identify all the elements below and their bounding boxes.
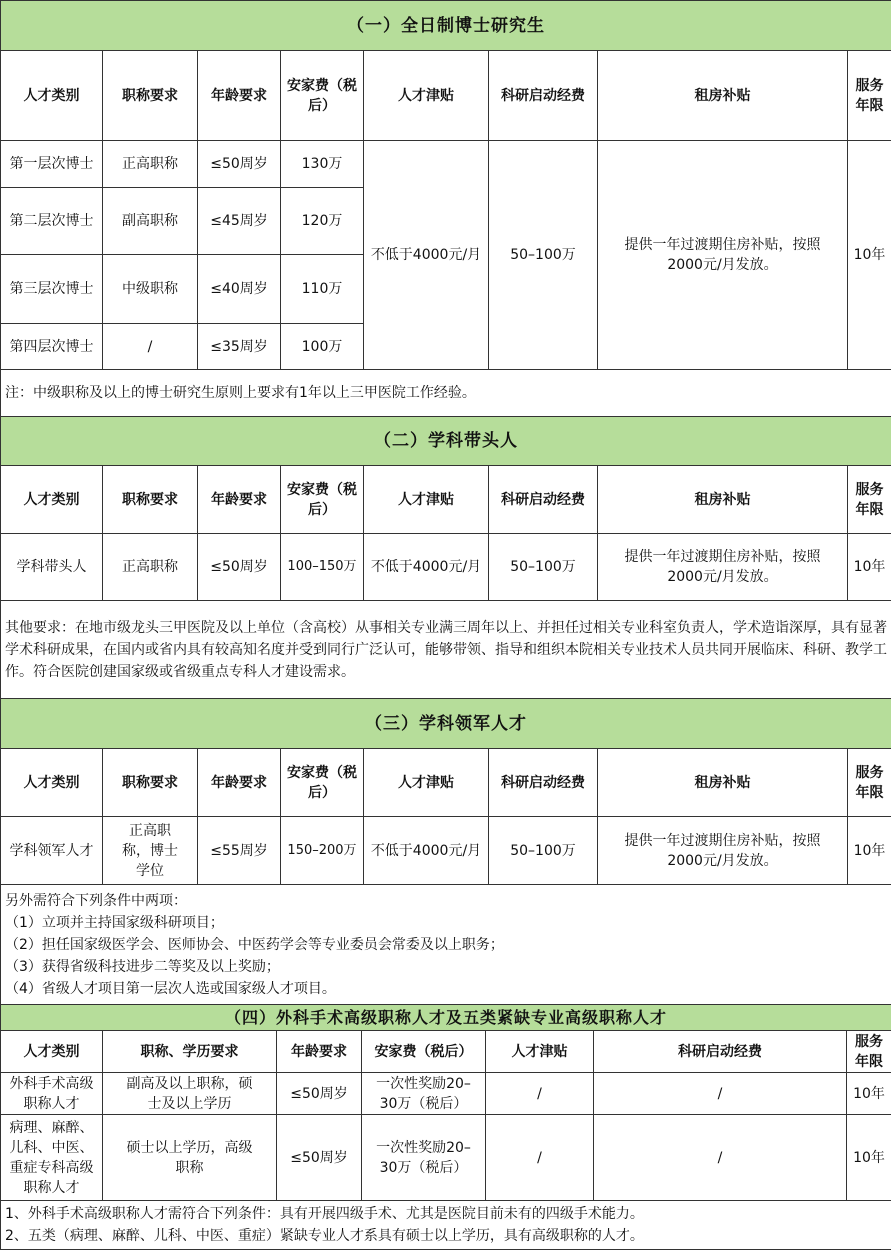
row-fee: 110万 [281, 255, 364, 324]
row-age: ≤45周岁 [198, 188, 281, 255]
header-category: 人才类别 [1, 466, 103, 534]
table-row [1, 141, 891, 188]
row-category: 第一层次博士 [1, 141, 103, 188]
row-age: ≤50周岁 [277, 1073, 362, 1115]
header-fee: 安家费（税后） [281, 51, 364, 141]
row-fee: 120万 [281, 188, 364, 255]
header-years: 服务年限 [847, 1031, 891, 1073]
section3-table [0, 698, 891, 1005]
note-line: （1）立项并主持国家级科研项目； [5, 914, 224, 931]
header-age: 年龄要求 [277, 1031, 362, 1073]
table-row [1, 534, 891, 601]
note-line: 1、外科手术高级职称人才需符合下列条件：具有开展四级手术、尤其是医院目前未有的四级手术能力。 [5, 1206, 644, 1222]
header-fee: 安家费（税后） [281, 749, 364, 817]
note-line: 2、五类（病理、麻醉、儿科、中医、重症）紧缺专业人才系具有硕士以上学历，具有高级职称的人才。 [5, 1228, 644, 1244]
section1-housing: 提供一年过渡期住房补贴，按照2000元/月发放。 [598, 141, 848, 370]
header-allowance: 人才津贴 [364, 749, 489, 817]
row-title-req: 正高职称，博士学位 [103, 817, 198, 885]
row-fee: 100–150万 [281, 534, 364, 601]
header-research: 科研启动经费 [489, 51, 598, 141]
section4-notes [1, 1201, 891, 1250]
note-line: （4）省级人才项目第一层次人选或国家级人才项目。 [5, 980, 336, 997]
header-req: 职称、学历要求 [103, 1031, 277, 1073]
header-category: 人才类别 [1, 1031, 103, 1073]
row-housing: 提供一年过渡期住房补贴，按照2000元/月发放。 [598, 534, 848, 601]
row-research: / [594, 1115, 847, 1201]
header-age: 年龄要求 [198, 51, 281, 141]
header-allowance: 人才津贴 [364, 466, 489, 534]
header-fee: 安家费（税后） [362, 1031, 486, 1073]
header-allowance: 人才津贴 [486, 1031, 594, 1073]
note-line: 另外需符合下列条件中两项： [5, 892, 187, 909]
row-age: ≤50周岁 [198, 534, 281, 601]
section4-title: （四）外科手术高级职称人才及五类紧缺专业高级职称人才 [1, 1005, 891, 1031]
row-age: ≤55周岁 [198, 817, 281, 885]
row-category: 第四层次博士 [1, 324, 103, 370]
section1-years: 10年 [848, 141, 891, 370]
row-research: 50–100万 [489, 534, 598, 601]
row-title-req: 正高职称 [103, 141, 198, 188]
header-years: 服务年限 [848, 466, 891, 534]
section1-title: （一）全日制博士研究生 [1, 1, 891, 51]
row-years: 10年 [848, 534, 891, 601]
section2-note: 其他要求：在地市级龙头三甲医院及以上单位（含高校）从事相关专业满三周年以上、并担任过相关专业科室负责人，学术造诣深厚，具有显著学术科研成果，在国内或省内具有较高知名度并受到同行广泛认可，能够带领、指导和组织本院相关专业技术人员共同开展临床、科研、教学工作。符合医院创建国家级或省级重点专科人才建设需求。 [1, 601, 891, 699]
row-fee: 一次性奖励20–30万（税后） [362, 1115, 486, 1201]
table-row [1, 817, 891, 885]
row-title-req: / [103, 324, 198, 370]
section2-table [0, 416, 891, 699]
table-row [1, 1115, 891, 1201]
section4-table [0, 1004, 891, 1250]
header-years: 服务年限 [848, 749, 891, 817]
header-years: 服务年限 [848, 51, 891, 141]
row-allowance: 不低于4000元/月 [364, 534, 489, 601]
header-title-req: 职称要求 [103, 51, 198, 141]
note-line: （3）获得省级科技进步二等奖及以上奖励； [5, 958, 280, 975]
row-housing: 提供一年过渡期住房补贴，按照2000元/月发放。 [598, 817, 848, 885]
header-title-req: 职称要求 [103, 749, 198, 817]
row-category: 病理、麻醉、儿科、中医、重症专科高级职称人才 [1, 1115, 103, 1201]
row-age: ≤50周岁 [198, 141, 281, 188]
row-age: ≤35周岁 [198, 324, 281, 370]
row-category: 第二层次博士 [1, 188, 103, 255]
row-research: / [594, 1073, 847, 1115]
row-age: ≤50周岁 [277, 1115, 362, 1201]
row-years: 10年 [848, 817, 891, 885]
section1-research: 50–100万 [489, 141, 598, 370]
section1-table [0, 0, 891, 417]
row-category: 学科带头人 [1, 534, 103, 601]
row-title-req: 中级职称 [103, 255, 198, 324]
header-title-req: 职称要求 [103, 466, 198, 534]
section3-notes [1, 885, 891, 1005]
row-fee: 130万 [281, 141, 364, 188]
row-research: 50–100万 [489, 817, 598, 885]
table-row [1, 1073, 891, 1115]
row-title-req: 副高职称 [103, 188, 198, 255]
row-allowance: / [486, 1115, 594, 1201]
row-category: 外科手术高级职称人才 [1, 1073, 103, 1115]
header-category: 人才类别 [1, 749, 103, 817]
section1-note: 注：中级职称及以上的博士研究生原则上要求有1年以上三甲医院工作经验。 [1, 370, 891, 417]
row-title-req: 正高职称 [103, 534, 198, 601]
section3-title: （三）学科领军人才 [1, 699, 891, 749]
row-fee: 150–200万 [281, 817, 364, 885]
header-age: 年龄要求 [198, 749, 281, 817]
row-years: 10年 [847, 1115, 891, 1201]
row-req: 副高及以上职称，硕士及以上学历 [103, 1073, 277, 1115]
row-years: 10年 [847, 1073, 891, 1115]
section1-allowance: 不低于4000元/月 [364, 141, 489, 370]
row-age: ≤40周岁 [198, 255, 281, 324]
header-housing: 租房补贴 [598, 51, 848, 141]
header-research: 科研启动经费 [489, 749, 598, 817]
row-req: 硕士以上学历，高级职称 [103, 1115, 277, 1201]
header-category: 人才类别 [1, 51, 103, 141]
header-age: 年龄要求 [198, 466, 281, 534]
row-category: 学科领军人才 [1, 817, 103, 885]
section2-title: （二）学科带头人 [1, 417, 891, 466]
header-housing: 租房补贴 [598, 749, 848, 817]
header-research: 科研启动经费 [489, 466, 598, 534]
header-fee: 安家费（税后） [281, 466, 364, 534]
row-fee: 一次性奖励20–30万（税后） [362, 1073, 486, 1115]
row-fee: 100万 [281, 324, 364, 370]
row-category: 第三层次博士 [1, 255, 103, 324]
note-line: （2）担任国家级医学会、医师协会、中医药学会等专业委员会常委及以上职务； [5, 936, 504, 953]
row-allowance: 不低于4000元/月 [364, 817, 489, 885]
header-housing: 租房补贴 [598, 466, 848, 534]
header-research: 科研启动经费 [594, 1031, 847, 1073]
header-allowance: 人才津贴 [364, 51, 489, 141]
row-allowance: / [486, 1073, 594, 1115]
